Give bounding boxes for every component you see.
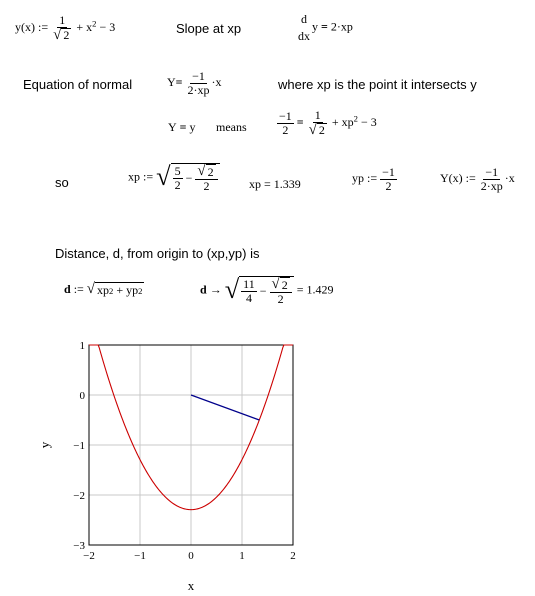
x-tick-label: 0	[188, 550, 194, 562]
y-tick-label: −2	[73, 490, 85, 502]
y-tick-label: 1	[79, 340, 85, 352]
intersection-equation: $\frac{-1}{2}$ = 1 √ 2 + $xp^2 - 3$	[279, 108, 377, 138]
slope-derivative: d dx y = 2·xp	[298, 12, 353, 43]
xp-definition: xp := √ $\frac{5}{2}$ − √ 2 2	[128, 163, 220, 193]
y-tick-label: −3	[73, 540, 85, 552]
slope-label: Slope at xp	[176, 21, 242, 36]
distance-definition: d := √ xp 2 + yp 2	[64, 281, 143, 298]
normal-segment	[191, 395, 259, 420]
x-tick-label: −2	[83, 550, 95, 562]
x-tick-label: 1	[239, 550, 245, 562]
means-word: means	[216, 120, 247, 134]
distance-label: Distance, d, from origin to (xp,yp) is	[55, 246, 260, 261]
normal-label: Equation of normal	[23, 77, 133, 92]
plot-grid	[89, 345, 293, 545]
x-tick-label: −1	[134, 550, 146, 562]
yp-definition: yp := $\frac{-1}{2}$	[352, 165, 395, 193]
plot	[30, 330, 320, 595]
intersection-condition: Y = y	[168, 120, 196, 134]
x-tick-label: 2	[290, 550, 296, 562]
y-tick-label: −1	[73, 440, 85, 452]
so-label: so	[55, 175, 69, 190]
normal-function-definition: Y(x) := $\frac{-1}{2\cdot xp}$ ·x	[440, 165, 515, 193]
xp-value: xp = 1.339	[249, 177, 301, 191]
x-axis-label: x	[187, 578, 195, 593]
y-axis-label: y	[37, 441, 52, 449]
curve-definition: y(x) := 1 √ 2 + $x^2 - 3$	[15, 13, 116, 43]
normal-equation: Y= $\frac{-1}{2\cdot xp}$ ·x	[167, 69, 222, 97]
distance-value: d → √ $\frac{11}{4}$ − √ 2 2 = 1.429	[200, 274, 334, 306]
y-tick-label: 0	[79, 390, 85, 402]
normal-note: where xp is the point it intersects y	[278, 77, 477, 92]
